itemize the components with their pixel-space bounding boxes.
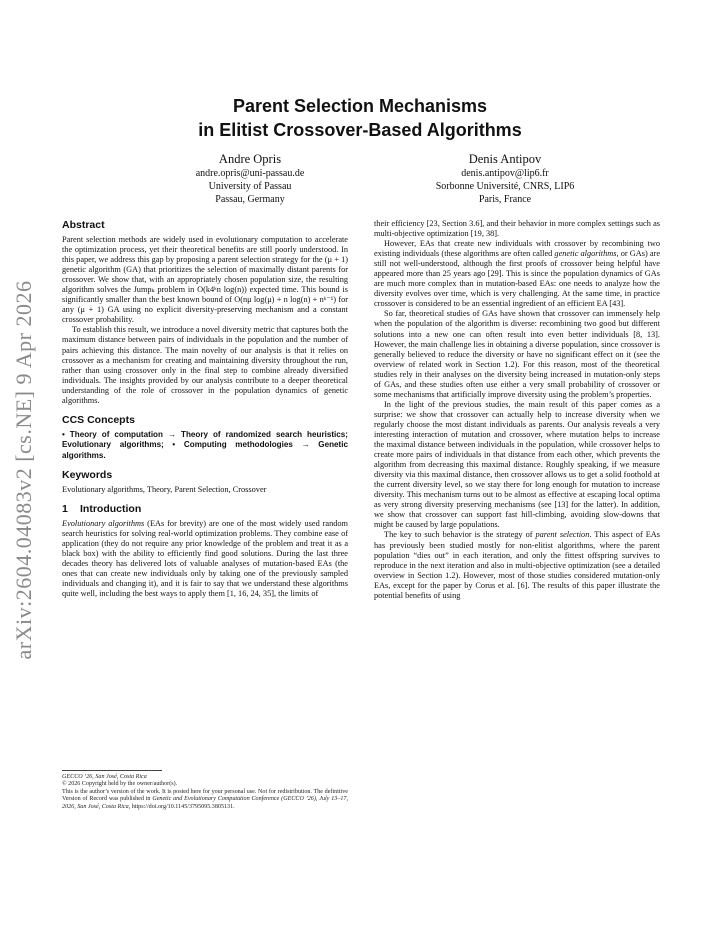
text: The key to such behavior is the strategy of <box>384 530 536 540</box>
keywords-text: Evolutionary algorithms, Theory, Parent Selection, Crossover <box>62 485 267 495</box>
keywords-heading: Keywords <box>62 469 113 482</box>
title-line-2: in Elitist Crossover-Based Algorithms <box>198 120 522 140</box>
right-paragraph-5 <box>374 530 660 600</box>
abstract-heading: Abstract <box>62 219 105 231</box>
ccs-heading: CCS Concepts <box>62 413 135 426</box>
emphasis-term: parent selection <box>535 530 590 540</box>
text: , or GAs) are still not well-understood, although the first proofs of crossover being helpful have appeared more than 25 years ago [29]. This is since the population dynamics of GAs are much more complex than in mutation-based EAs: one needs to analyze how the diversity evolves over time, which is very challenging. At the same time, in practice crossover is considered to be an essential ingredient of an efficient EA [43]. <box>374 249 660 309</box>
emphasis-term: Evolutionary algorithms <box>62 519 145 529</box>
notice-text: This is the author’s version of the work. It is posted here for your personal use. Not for redistribution. The definitive Version of Record was published in <box>62 788 348 803</box>
author-name: Denis Antipov <box>468 152 542 166</box>
footnote-rule <box>62 770 162 771</box>
author-block-2 <box>375 151 635 206</box>
abstract-paragraph-1: Parent selection methods are widely used in evolutionary computation to accelerate the optimization process, yet their theoretical benefits are still poorly understood. In this paper, we address this gap by proposing a parent selection strategy for the (μ + 1) genetic algorithm (GA) that prioritizes the selection of maximally distant parents for crossover. We show that, with an appropriately chosen population size, the resulting algorithm solves the Jumpₖ problem in O(k4ᵏn log(n)) expected time. This bound is significantly smaller than the best known bound of O(nμ log(μ) + n log(n) + nᵏ⁻¹) for any (μ + 1) GA using no explicit diversity-preserving mechanism and a constant crossover probability. <box>62 235 348 325</box>
author-affiliation: Sorbonne Université, CNRS, LIP6 <box>435 181 575 192</box>
emphasis-term: genetic algorithms <box>554 249 617 259</box>
author-block-1 <box>120 151 380 206</box>
author-location: Passau, Germany <box>215 194 285 205</box>
footnote-notice <box>62 789 348 811</box>
introduction-heading <box>62 503 348 516</box>
intro-text: (EAs for brevity) are one of the most widely used random search heuristics for solving real-world optimization problems. They combine ease of application (they do not require any prior knowledge of the problem and treat it as a black box) with the ability to efficiently find good solutions. During the last three decades theory has delivered lots of valuable analyses of mutation-based EAs (the ones that can create new individuals only by taking one of the previously sampled individuals and changing it), and it is fair to say that we understand these algorithms quite well, including the best ways to apply them [1, 16, 24, 35], the limits of <box>62 519 349 599</box>
right-paragraph-4: In the light of the previous studies, the main result of this paper comes as a surprise: we show that crossover can actually help to increase diversity when we regularly choose the most distant individuals as parents. Our analysis reveals a very interesting interaction of mutation and crossover, where mutation helps to increase the maximal distance between individuals in the population, while crossover helps to create more pairs of individuals in that distance from each other, which prevents the algorithm from decreasing this maximal distance. Roughly speaking, if we measure diversity via this maximal distance, then crossover allows us to get a solid foothold at the current diversity level, so we stay there for long enough for mutation to increase diversity. This mechanism turns out to be almost as effective at escaping local optima as very strong diversity preserving mechanisms (see [13] for the latter). In addition, we show that crossover can support fast hill-climbing, avoiding slow-downs that might be caused by large populations. <box>374 399 660 530</box>
author-name: Andre Opris <box>218 152 282 166</box>
right-paragraph-2 <box>374 239 660 309</box>
section-number: 1 <box>62 503 68 516</box>
right-paragraph-3: So far, theoretical studies of GAs have shown that crossover can immensely help when the population of the algorithm is diverse: recombining two good but different solutions into a new one can often result into even better individuals [8, 13]. However, the main challenge lies in obtaining a diverse population, since crossover is generally believed to reduce the diversity or have no significant effect on it (see the overview of related work in Section 1.2). For this reason, most of the theoretical studies rely in their analyses on the diversity being increased in mutation-only steps of GAs, and these studies often use either a very small probability of crossover or some mechanisms that artificially improve diversity using the problem’s properties. <box>374 309 660 399</box>
proceedings-text: Genetic and Evolutionary Computation Conference (GECCO ’26), July 13–17, 2026, San José, Costa Rica <box>62 796 348 810</box>
author-email[interactable]: andre.opris@uni-passau.de <box>195 168 305 179</box>
left-column <box>62 219 348 599</box>
section-title: Introduction <box>80 503 142 516</box>
venue-text: GECCO ’26, San José, Costa Rica <box>62 774 147 780</box>
author-location: Paris, France <box>478 194 532 205</box>
arxiv-identifier: arXiv:2604.04083v2 [cs.NE] 9 Apr 2026 <box>11 280 36 660</box>
ccs-concepts: • Theory of computation → Theory of randomized search heuristics; Evolutionary algorithms; • Computing methodologies → Genetic algorithms. <box>62 429 348 460</box>
intro-paragraph-1 <box>62 519 348 599</box>
right-column <box>374 219 660 601</box>
doi-link[interactable]: , https://doi.org/10.1145/3795095.3805131. <box>128 803 235 810</box>
right-paragraph-1: their efficiency [23, Section 3.6], and their behavior in more complex settings such as multi-objective optimization [19, 38]. <box>374 219 660 239</box>
paper-title <box>62 94 658 142</box>
author-affiliation: University of Passau <box>208 181 292 192</box>
footnote-block <box>62 770 348 811</box>
author-email[interactable]: denis.antipov@lip6.fr <box>461 168 549 179</box>
arxiv-stamp <box>4 240 44 700</box>
text: However, EAs that create new individuals with crossover by recombining two existing individuals (these algorithms are often called <box>374 239 660 259</box>
title-line-1: Parent Selection Mechanisms <box>232 96 488 116</box>
abstract-paragraph-2: To establish this result, we introduce a novel diversity metric that captures both the maximum distance between pairs of individuals in the population and the number of pairs achieving this distance. The main novelty of our analysis is that it relies on crossover as a mechanism for creating and maintaining diversity throughout the run, rather than using crossover only in the final step to combine already diversified individuals. The insights provided by our analysis contribute to a deeper theoretical understanding of the role of crossover in the population dynamics of genetic algorithms. <box>62 325 348 405</box>
text: . This aspect of EAs has previously been studied mostly for non-elitist algorithms, where the parent population “dies out” in each iteration, and only the fittest offspring survives to reproduce in the next iteration and also in multi-objective optimization (see a detailed overview in Section 1.2). However, most of those studies considered mutation-only EAs, except for the paper by Corus et al. [6]. The results of this paper illustrate the potential benefits of using <box>374 530 660 600</box>
footnote-copyright: © 2026 Copyright held by the owner/author(s). <box>62 781 178 788</box>
